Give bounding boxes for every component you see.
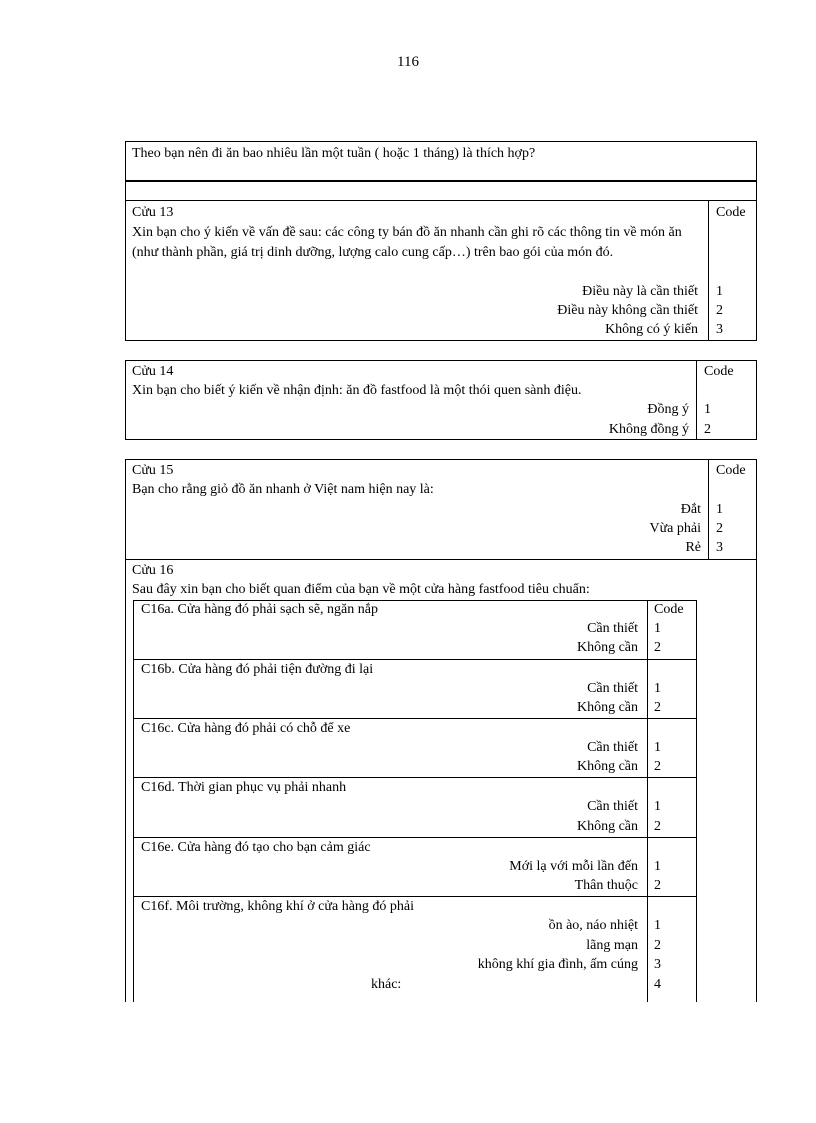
q15-option-code: 1 bbox=[716, 502, 723, 517]
row-divider bbox=[133, 718, 697, 719]
c16d-label: C16d. Thời gian phục vụ phải nhanh bbox=[141, 780, 347, 795]
q16-code-divider bbox=[647, 600, 648, 1002]
q13-option-label: Điều này là cần thiết bbox=[582, 284, 698, 299]
c16a-option-code: 2 bbox=[654, 640, 661, 655]
c16d-option-code: 2 bbox=[654, 819, 661, 834]
q15-option-label: Đắt bbox=[680, 502, 701, 517]
q14-option-code: 2 bbox=[704, 422, 711, 437]
q13-option-code: 1 bbox=[716, 284, 723, 299]
intro-question-text: Theo bạn nên đi ăn bao nhiêu lần một tuần ( hoặc 1 tháng) là thích hợp? bbox=[132, 146, 536, 161]
c16d-option-code: 1 bbox=[654, 799, 661, 814]
q15-title: Cửu 15 bbox=[132, 463, 174, 478]
c16e-label: C16e. Cửa hàng đó tạo cho bạn cảm giác bbox=[141, 840, 371, 855]
c16d-option-label: Không cần bbox=[576, 819, 638, 834]
q13-option-code: 3 bbox=[716, 322, 723, 337]
q13-option-code: 2 bbox=[716, 303, 723, 318]
c16c-label: C16c. Cửa hàng đó phải có chỗ để xe bbox=[141, 721, 351, 736]
q15-box bbox=[125, 459, 757, 560]
c16f-label: C16f. Môi trường, không khí ở cửa hàng đó phải bbox=[141, 899, 415, 914]
c16f-option-label: không khí gia đình, ấm cúng bbox=[477, 957, 638, 972]
c16a-option-label: Không cần bbox=[576, 640, 638, 655]
c16e-option-code: 1 bbox=[654, 859, 661, 874]
c16f-option-label: ồn ào, náo nhiệt bbox=[548, 918, 638, 933]
c16a-option-code: 1 bbox=[654, 621, 661, 636]
q15-option-label: Rẻ bbox=[685, 540, 701, 555]
c16b-option-code: 2 bbox=[654, 700, 661, 715]
c16a-label: C16a. Cửa hàng đó phải sạch sẽ, ngăn nắp bbox=[141, 602, 378, 617]
c16c-option-code: 2 bbox=[654, 759, 661, 774]
c16f-option-code: 4 bbox=[654, 977, 661, 992]
c16b-option-code: 1 bbox=[654, 681, 661, 696]
c16b-label: C16b. Cửa hàng đó phải tiện đường đi lại bbox=[141, 662, 374, 677]
q14-option-label: Không đồng ý bbox=[608, 422, 689, 437]
row-divider bbox=[133, 837, 697, 838]
q16-text: Sau đây xin bạn cho biết quan điểm của bạn về một cửa hàng fastfood tiêu chuẩn: bbox=[132, 582, 590, 597]
q16-right-border bbox=[756, 560, 757, 1002]
q13-option-label: Không có ý kiến bbox=[605, 322, 698, 337]
q14-option-code: 1 bbox=[704, 402, 711, 417]
q13-option-label: Điều này không cần thiết bbox=[557, 303, 698, 318]
c16c-option-code: 1 bbox=[654, 740, 661, 755]
c16c-option-label: Không cần bbox=[576, 759, 638, 774]
page-number: 116 bbox=[397, 54, 419, 70]
q15-option-label: Vừa phải bbox=[649, 521, 701, 536]
row-divider bbox=[133, 659, 697, 660]
c16f-option-label: khác: bbox=[371, 977, 402, 992]
c16f-option-label: lãng mạn bbox=[586, 938, 638, 953]
q14-code-header: Code bbox=[704, 364, 734, 379]
row-divider bbox=[133, 896, 697, 897]
q15-code-header: Code bbox=[716, 463, 746, 478]
q13-title: Cửu 13 bbox=[132, 205, 174, 220]
c16b-option-label: Không cần bbox=[576, 700, 638, 715]
c16c-option-label: Cần thiết bbox=[587, 740, 638, 755]
q15-text: Bạn cho rằng giỏ đồ ăn nhanh ở Việt nam hiện nay là: bbox=[132, 482, 434, 497]
q14-title: Cửu 14 bbox=[132, 364, 174, 379]
q14-option-label: Đồng ý bbox=[647, 402, 689, 417]
c16f-option-code: 3 bbox=[654, 957, 661, 972]
q13-code-divider bbox=[708, 200, 709, 341]
q13-code-header: Code bbox=[716, 205, 746, 220]
q15-option-code: 3 bbox=[716, 540, 723, 555]
q16-code-header: Code bbox=[654, 602, 684, 617]
q15-code-divider bbox=[708, 459, 709, 560]
q15-option-code: 2 bbox=[716, 521, 723, 536]
c16f-option-code: 1 bbox=[654, 918, 661, 933]
c16e-option-code: 2 bbox=[654, 878, 661, 893]
c16f-option-code: 2 bbox=[654, 938, 661, 953]
c16e-option-label: Thân thuộc bbox=[574, 878, 638, 893]
q16-title: Cửu 16 bbox=[132, 563, 174, 578]
q14-text: Xin bạn cho biết ý kiến về nhận định: ăn đồ fastfood là một thói quen sành điệu. bbox=[132, 383, 582, 398]
c16b-option-label: Cần thiết bbox=[587, 681, 638, 696]
q14-code-divider bbox=[696, 360, 697, 440]
c16e-option-label: Mới lạ với mỗi lần đến bbox=[509, 859, 638, 874]
intro-answer-box bbox=[125, 182, 757, 201]
q13-text: Xin bạn cho ý kiến về vấn đề sau: các công ty bán đồ ăn nhanh cần ghi rõ các thông tin về món ăn (như thành phần, giá trị dinh dưỡng, lượng calo cung cấp…) trên bao gói của món đó. bbox=[132, 225, 682, 260]
q16-left-border bbox=[125, 560, 126, 1002]
c16a-option-label: Cần thiết bbox=[587, 621, 638, 636]
c16d-option-label: Cần thiết bbox=[587, 799, 638, 814]
row-divider bbox=[133, 777, 697, 778]
